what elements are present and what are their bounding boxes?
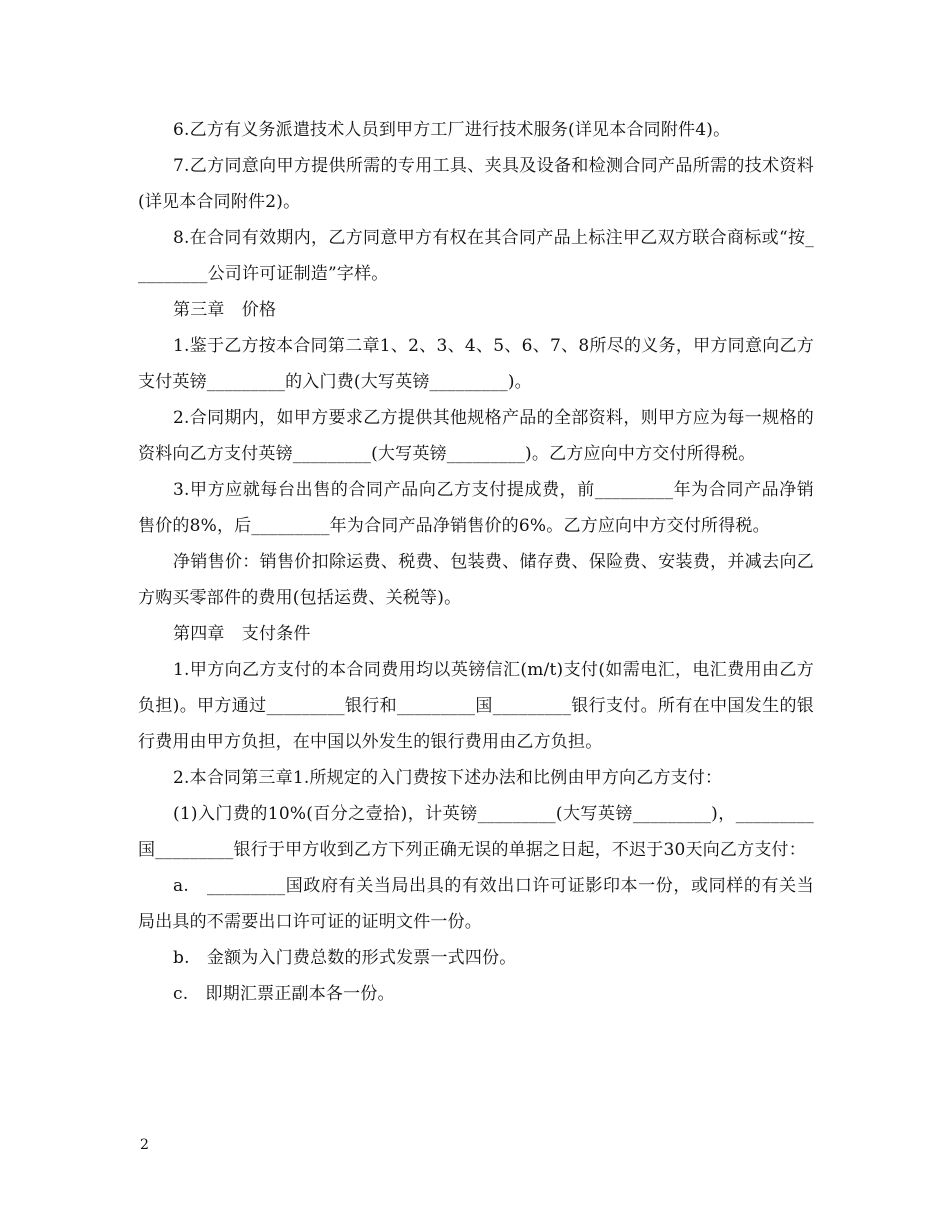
clause-2-6: 6.乙方有义务派遣技术人员到甲方工厂进行技术服务(详见本合同附件4)。 <box>173 120 731 140</box>
clause-3-2: 2.合同期内，如甲方要求乙方提供其他规格产品的全部资料，则甲方应为每一规格的资料向乙方支付英镑_________(大写英镑_________)。乙方应向中方交付所得税。 <box>138 408 814 464</box>
clause-3-3: 3.甲方应就每台出售的合同产品向乙方支付提成费，前_________年为合同产品净销售价的8%，后_________年为合同产品净销售价的6%。乙方应向中方交付所得税。 <box>138 480 814 536</box>
clause-4-2: 2.本合同第三章1.所规定的入门费按下述办法和比例由甲方向乙方支付： <box>173 768 723 788</box>
clause-3-1: 1.鉴于乙方按本合同第二章1、2、3、4、5、6、7、8所尽的义务，甲方同意向乙方支付英镑_________的入门费(大写英镑_________)。 <box>138 336 814 392</box>
chapter-4-heading: 第四章 支付条件 <box>173 624 311 644</box>
page-number: 2 <box>140 1137 149 1153</box>
clause-4-2-1: (1)入门费的10%(百分之壹拾)，计英镑_________(大写英镑_________)，_________国_________银行于甲方收到乙方下列正确无误的单据之日起，不迟于30天向乙方支付： <box>138 804 814 860</box>
chapter-3-heading: 第三章 价格 <box>173 300 277 320</box>
clause-4-1: 1.甲方向乙方支付的本合同费用均以英镑信汇(m/t)支付(如需电汇，电汇费用由乙方负担)。甲方通过_________银行和_________国_________银行支付。所有在中国发生的银行费用由甲方负担，在中国以外发生的银行费用由乙方负担。 <box>138 660 814 752</box>
document-item-a: a. _________国政府有关当局出具的有效出口许可证影印本一份，或同样的有关当局出具的不需要出口许可证的证明文件一份。 <box>138 876 814 932</box>
clause-2-8: 8.在合同有效期内，乙方同意甲方有权在其合同产品上标注甲乙双方联合商标或“按_________公司许可证制造”字样。 <box>138 228 814 284</box>
document-item-b: b. 金额为入门费总数的形式发票一式四份。 <box>173 948 517 968</box>
document-body <box>138 112 814 1012</box>
clause-2-7: 7.乙方同意向甲方提供所需的专用工具、夹具及设备和检测合同产品所需的技术资料(详见本合同附件2)。 <box>138 156 814 212</box>
document-item-c: c. 即期汇票正副本各一份。 <box>173 984 395 1004</box>
net-price-definition: 净销售价：销售价扣除运费、税费、包装费、储存费、保险费、安装费，并减去向乙方购买零部件的费用(包括运费、关税等)。 <box>138 552 814 608</box>
